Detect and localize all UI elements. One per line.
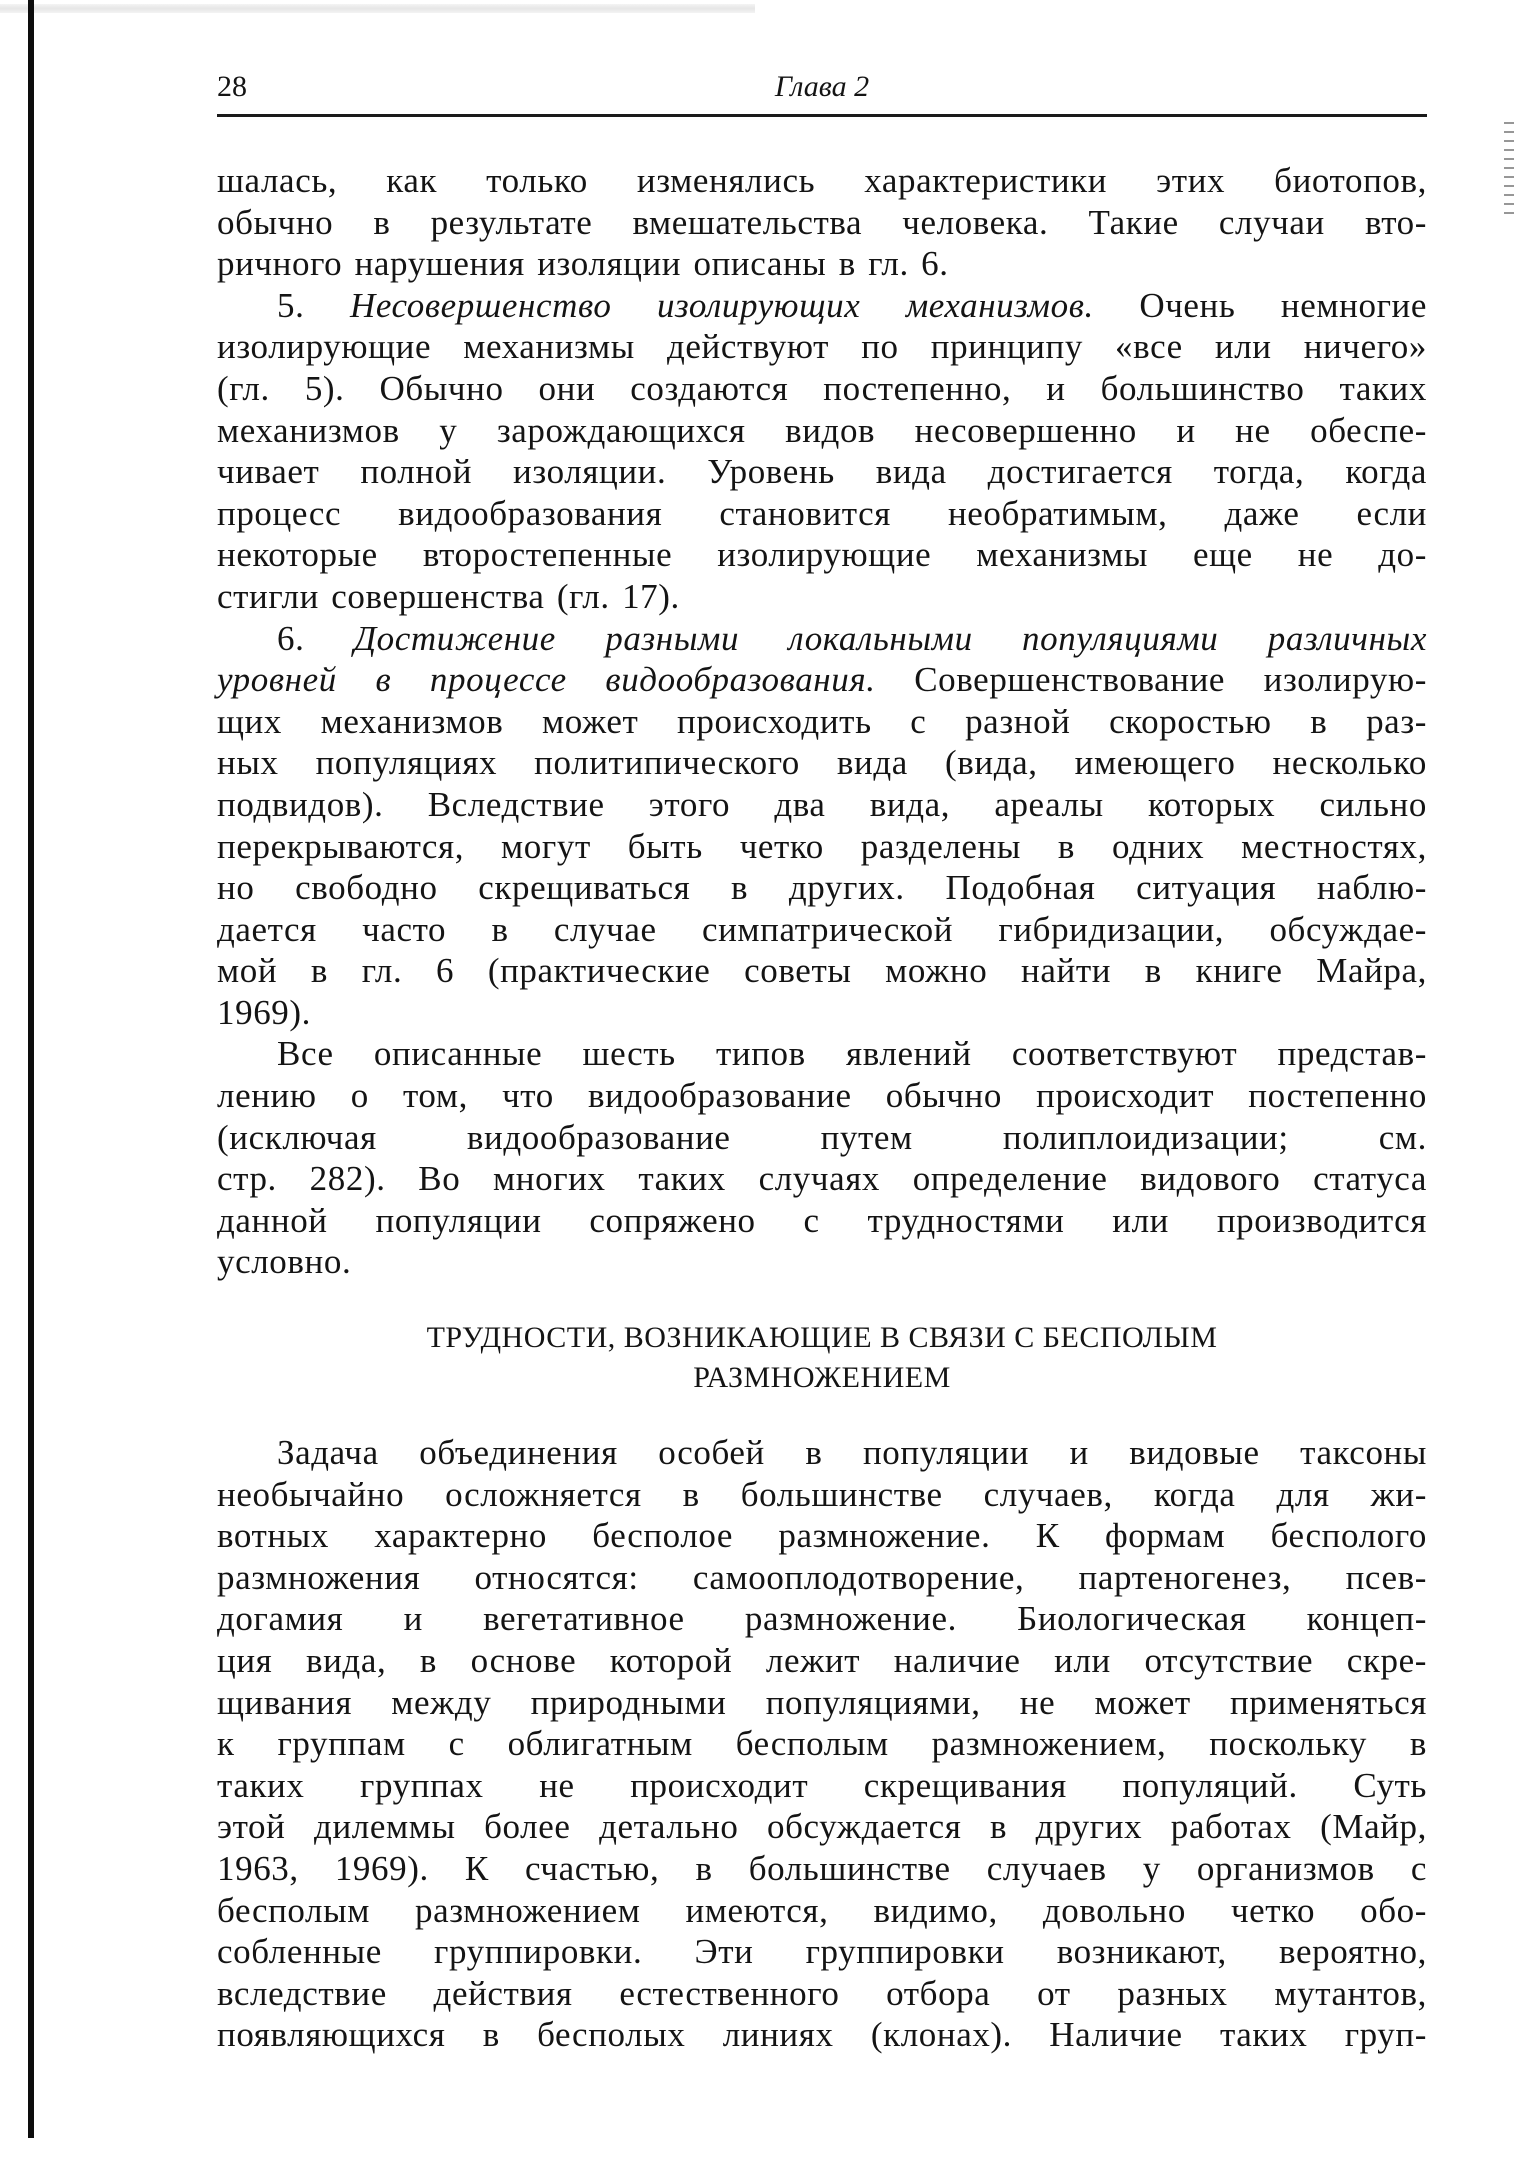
text-line: размножения относятся: самооплодотворение, партеногенез, псев- (217, 1557, 1427, 1597)
list-item-6-title-line (217, 659, 1427, 701)
text-line: обычно в результате вмешательства человека. Такие случаи вто- (217, 202, 1427, 242)
text-line: процесс видообразования становится необратимым, даже если (217, 493, 1427, 533)
text-line: ных популяциях политипического вида (вида, имеющего несколько (217, 743, 1427, 783)
list-item-6-title-line (217, 618, 1427, 660)
text-line: перекрываются, могут быть четко разделены в одних местностях, (217, 826, 1427, 866)
list-number: 5. (277, 285, 350, 325)
text-line: подвидов). Вследствие этого два вида, ареалы которых сильно (217, 784, 1427, 824)
text-line: дается часто в случае симпатрической гибридизации, обсуждае- (217, 909, 1427, 949)
italic-term: Несовершенство изолирующих механизмов. (349, 285, 1094, 325)
text-line: необычайно осложняется в большинстве случаев, когда для жи- (217, 1474, 1427, 1514)
text-run: Очень немногие (1093, 285, 1427, 325)
text-line: вследствие действия естественного отбора от разных мутантов, (217, 1973, 1427, 2013)
list-number: 6. (277, 618, 354, 658)
text-line: собленные группировки. Эти группировки возникают, вероятно, (217, 1932, 1427, 1972)
text-line: 1969). (217, 992, 312, 1032)
text-line: бесполым размножением имеются, видимо, довольно четко обо- (217, 1890, 1427, 1930)
text-line: стигли совершенства (гл. 17). (217, 576, 680, 616)
scan-binding-edge (28, 0, 34, 2138)
scan-edge-artifact (1504, 118, 1514, 216)
text-line: некоторые второстепенные изолирующие механизмы еще не до- (217, 535, 1427, 575)
text-line: чивает полной изоляции. Уровень вида достигается тогда, когда (217, 452, 1427, 492)
text-line: шалась, как только изменялись характеристики этих биотопов, (217, 161, 1427, 200)
italic-term: Достижение разными локальными популяциями различных (353, 618, 1427, 658)
text-line: лению о том, что видообразование обычно происходит постепенно (217, 1076, 1427, 1116)
text-run: Совершенствование изолирую- (875, 660, 1427, 700)
scan-shadow-band (0, 4, 755, 13)
page-number: 28 (217, 70, 247, 103)
text-line: ция вида, в основе которой лежит наличие или отсутствие скре- (217, 1640, 1427, 1680)
list-item-5-title-line (217, 285, 1427, 327)
text-line: вотных характерно бесполое размножение. К формам бесполого (217, 1516, 1427, 1556)
text-line: щивания между природными популяциями, не может применяться (217, 1682, 1427, 1722)
section-heading (217, 1318, 1427, 1398)
text-line: ричного нарушения изоляции описаны в гл. 6. (217, 244, 949, 284)
text-line: данной популяции сопряжено с трудностями или производится (217, 1200, 1427, 1240)
body-text-section-1 (217, 160, 1427, 1283)
text-line: догамия и вегетативное размножение. Биологическая концеп- (217, 1599, 1427, 1639)
text-line: Все описанные шесть типов явлений соответствуют представ- (277, 1034, 1427, 1074)
text-line: условно. (217, 1242, 352, 1282)
chapter-title: Глава 2 (774, 70, 870, 103)
section-heading-line-2: РАЗМНОЖЕНИЕМ (693, 1361, 951, 1394)
section-heading-line-1: ТРУДНОСТИ, ВОЗНИКАЮЩИЕ В СВЯЗИ С БЕСПОЛЫМ (426, 1321, 1218, 1354)
text-line: щих механизмов может происходить с разной скоростью в раз- (217, 701, 1427, 741)
header-rule (217, 114, 1427, 117)
italic-term: уровней в процессе видообразования. (217, 660, 876, 700)
text-line: 1963, 1969). К счастью, в большинстве случаев у организмов с (217, 1848, 1427, 1888)
text-line: мой в гл. 6 (практические советы можно найти в книге Майра, (217, 951, 1427, 991)
text-line: (исключая видообразование путем полиплоидизации; см. (217, 1117, 1427, 1157)
text-line: стр. 282). Во многих таких случаях определение видового статуса (217, 1159, 1427, 1199)
text-line: Задача объединения особей в популяции и видовые таксоны (277, 1433, 1427, 1472)
text-line: изолирующие механизмы действуют по принципу «все или ничего» (217, 327, 1427, 367)
text-line: механизмов у зарождающихся видов несовершенно и не обеспе- (217, 410, 1427, 450)
text-line: к группам с облигатным бесполым размножением, поскольку в (217, 1724, 1427, 1764)
text-line: (гл. 5). Обычно они создаются постепенно, и большинство таких (217, 368, 1427, 408)
text-line: этой дилеммы более детально обсуждается в других работах (Майр, (217, 1807, 1427, 1847)
body-text-section-2 (217, 1432, 1427, 2056)
running-header (217, 70, 1427, 110)
text-line: но свободно скрещиваться в других. Подобная ситуация наблю- (217, 868, 1427, 908)
text-line: появляющихся в бесполых линиях (клонах). Наличие таких груп- (217, 2015, 1427, 2055)
text-line: таких группах не происходит скрещивания популяций. Суть (217, 1765, 1427, 1805)
